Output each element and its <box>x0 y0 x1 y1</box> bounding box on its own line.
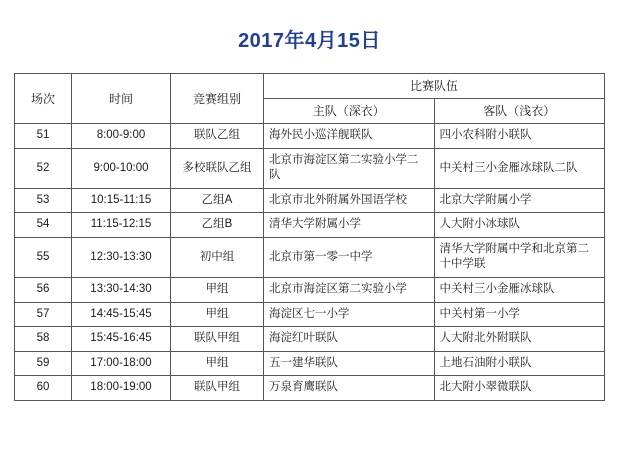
cell-home-team: 万泉育鹰联队 <box>264 376 435 401</box>
cell-home-team: 北京市北外附属外国语学校 <box>264 188 435 213</box>
column-header-teams: 比赛队伍 <box>264 74 605 99</box>
cell-time: 9:00-10:00 <box>72 148 171 188</box>
match-schedule-table <box>14 73 605 401</box>
cell-group: 甲组 <box>171 302 264 327</box>
cell-away-team: 四小农科附小联队 <box>434 124 605 149</box>
cell-group: 甲组 <box>171 277 264 302</box>
cell-home-team: 北京市海淀区第二实验小学二队 <box>264 148 435 188</box>
cell-time: 13:30-14:30 <box>72 277 171 302</box>
cell-time: 15:45-16:45 <box>72 327 171 352</box>
cell-session: 53 <box>15 188 72 213</box>
cell-group: 初中组 <box>171 237 264 277</box>
cell-away-team: 北京大学附属小学 <box>434 188 605 213</box>
cell-away-team: 人大附小冰球队 <box>434 213 605 238</box>
table-header <box>15 74 605 124</box>
cell-time: 17:00-18:00 <box>72 351 171 376</box>
cell-session: 59 <box>15 351 72 376</box>
cell-group: 乙组B <box>171 213 264 238</box>
cell-session: 52 <box>15 148 72 188</box>
cell-session: 54 <box>15 213 72 238</box>
column-header-group: 竞赛组别 <box>171 74 264 124</box>
cell-time: 14:45-15:45 <box>72 302 171 327</box>
cell-time: 18:00-19:00 <box>72 376 171 401</box>
cell-home-team: 五一建华联队 <box>264 351 435 376</box>
column-header-away-team: 客队（浅衣） <box>434 99 605 124</box>
table-row <box>15 351 605 376</box>
cell-away-team: 上地石油附小联队 <box>434 351 605 376</box>
cell-group: 甲组 <box>171 351 264 376</box>
cell-session: 55 <box>15 237 72 277</box>
cell-group: 联队甲组 <box>171 327 264 352</box>
table-header-row-main <box>15 74 605 99</box>
table-row <box>15 302 605 327</box>
cell-session: 56 <box>15 277 72 302</box>
cell-group: 联队甲组 <box>171 376 264 401</box>
cell-home-team: 海淀红叶联队 <box>264 327 435 352</box>
cell-time: 12:30-13:30 <box>72 237 171 277</box>
table-row <box>15 188 605 213</box>
cell-group: 乙组A <box>171 188 264 213</box>
table-row <box>15 376 605 401</box>
cell-group: 联队乙组 <box>171 124 264 149</box>
cell-session: 51 <box>15 124 72 149</box>
cell-away-team: 中关村三小金雁冰球队 <box>434 277 605 302</box>
column-header-home-team: 主队（深衣） <box>264 99 435 124</box>
cell-home-team: 海外民小巡洋舰联队 <box>264 124 435 149</box>
cell-away-team: 中关村三小金雁冰球队二队 <box>434 148 605 188</box>
table-row <box>15 213 605 238</box>
cell-away-team: 人大附北外附联队 <box>434 327 605 352</box>
cell-time: 11:15-12:15 <box>72 213 171 238</box>
cell-time: 10:15-11:15 <box>72 188 171 213</box>
cell-time: 8:00-9:00 <box>72 124 171 149</box>
page-title: 2017年4月15日 <box>238 30 381 52</box>
table-row <box>15 237 605 277</box>
cell-away-team: 北大附小翠微联队 <box>434 376 605 401</box>
cell-session: 57 <box>15 302 72 327</box>
cell-group: 多校联队乙组 <box>171 148 264 188</box>
cell-home-team: 北京市海淀区第二实验小学 <box>264 277 435 302</box>
table-body <box>15 124 605 400</box>
cell-home-team: 北京市第一零一中学 <box>264 237 435 277</box>
table-row <box>15 277 605 302</box>
column-header-time: 时间 <box>72 74 171 124</box>
cell-away-team: 中关村第一小学 <box>434 302 605 327</box>
cell-session: 60 <box>15 376 72 401</box>
table-row <box>15 148 605 188</box>
table-row <box>15 124 605 149</box>
table-row <box>15 327 605 352</box>
cell-session: 58 <box>15 327 72 352</box>
cell-away-team: 清华大学附属中学和北京第二十中学联 <box>434 237 605 277</box>
cell-home-team: 海淀区七一小学 <box>264 302 435 327</box>
cell-home-team: 清华大学附属小学 <box>264 213 435 238</box>
column-header-session: 场次 <box>15 74 72 124</box>
